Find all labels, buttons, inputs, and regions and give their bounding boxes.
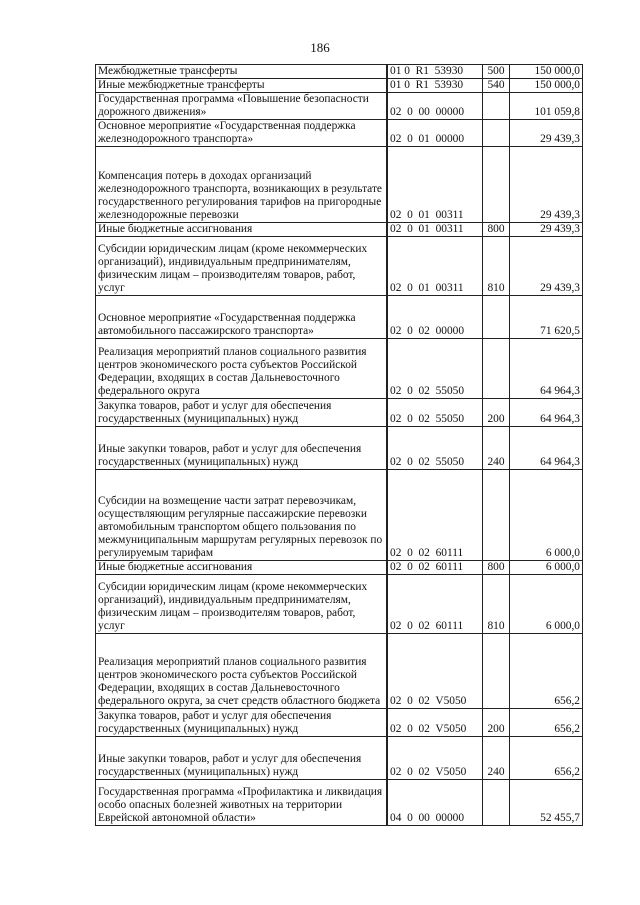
row-type-cell: 540 (483, 79, 510, 93)
row-sum-cell: 6 000,0 (510, 575, 583, 634)
row-sum-cell: 150 000,0 (510, 79, 583, 93)
row-code-cell: 02 0 02 00000 (387, 296, 483, 339)
table-row (96, 223, 583, 237)
row-sum-cell: 64 964,3 (510, 399, 583, 427)
row-code-cell: 04 0 00 00000 (387, 780, 483, 826)
row-name-cell: Реализация мероприятий планов социального развития центров экономического роста субъектов Российской Федерации, входящих в состав Дальневосточного федерального округа (96, 339, 388, 399)
row-type-cell: 200 (483, 709, 510, 737)
row-type-cell: 240 (483, 427, 510, 470)
row-sum-cell: 656,2 (510, 737, 583, 780)
row-name-cell: Иные закупки товаров, работ и услуг для обеспечения государственных (муниципальных) нужд (96, 427, 388, 470)
row-type-cell: 500 (483, 65, 510, 79)
row-name-cell: Иные бюджетные ассигнования (96, 561, 388, 575)
row-name-cell: Основное мероприятие «Государственная поддержка автомобильного пассажирского транспорта» (96, 296, 388, 339)
row-code-cell: 02 0 00 00000 (387, 93, 483, 120)
row-name-cell: Субсидии юридическим лицам (кроме некоммерческих организаций), индивидуальным предпринимателям, физическим лицам – производителям товаров, работ, услуг (96, 575, 388, 634)
row-sum-cell: 64 964,3 (510, 339, 583, 399)
table-row (96, 561, 583, 575)
row-sum-cell: 6 000,0 (510, 561, 583, 575)
row-name-cell: Иные бюджетные ассигнования (96, 223, 388, 237)
row-type-cell (483, 339, 510, 399)
row-code-cell: 02 0 02 60111 (387, 575, 483, 634)
row-code-cell: 02 0 01 00311 (387, 223, 483, 237)
row-code-cell: 02 0 01 00000 (387, 120, 483, 147)
table-row (96, 737, 583, 780)
row-type-cell (483, 296, 510, 339)
row-code-cell: 01 0 R1 53930 (387, 65, 483, 79)
row-sum-cell: 64 964,3 (510, 427, 583, 470)
row-type-cell (483, 634, 510, 709)
row-code-cell: 02 0 01 00311 (387, 147, 483, 223)
row-sum-cell: 29 439,3 (510, 223, 583, 237)
row-type-cell: 810 (483, 575, 510, 634)
table-row (96, 237, 583, 296)
table-row (96, 634, 583, 709)
table-row (96, 339, 583, 399)
row-type-cell: 800 (483, 223, 510, 237)
row-code-cell: 02 0 02 55050 (387, 399, 483, 427)
row-name-cell: Государственная программа «Профилактика и ликвидация особо опасных болезней животных на территории Еврейской автономной области» (96, 780, 388, 826)
row-sum-cell: 52 455,7 (510, 780, 583, 826)
table-row (96, 120, 583, 147)
row-sum-cell: 101 059,8 (510, 93, 583, 120)
row-code-cell: 02 0 02 60111 (387, 561, 483, 575)
row-code-cell: 02 0 01 00311 (387, 237, 483, 296)
table-row (96, 427, 583, 470)
row-name-cell: Иные межбюджетные трансферты (96, 79, 388, 93)
budget-table (95, 64, 583, 826)
row-sum-cell: 29 439,3 (510, 147, 583, 223)
row-name-cell: Иные закупки товаров, работ и услуг для обеспечения государственных (муниципальных) нужд (96, 737, 388, 780)
row-name-cell: Основное мероприятие «Государственная поддержка железнодорожного транспорта» (96, 120, 388, 147)
row-type-cell: 800 (483, 561, 510, 575)
table-row (96, 709, 583, 737)
table-row (96, 147, 583, 223)
row-type-cell (483, 470, 510, 561)
row-sum-cell: 6 000,0 (510, 470, 583, 561)
row-name-cell: Субсидии на возмещение части затрат перевозчикам, осуществляющим регулярные пассажирские перевозки автомобильным транспортом общего пользования по межмуниципальным маршрутам регулярных перевозок по регулируемым тарифам (96, 470, 388, 561)
table-row (96, 65, 583, 79)
row-code-cell: 02 0 02 V5050 (387, 634, 483, 709)
row-name-cell: Государственная программа «Повышение безопасности дорожного движения» (96, 93, 388, 120)
row-name-cell: Закупка товаров, работ и услуг для обеспечения государственных (муниципальных) нужд (96, 399, 388, 427)
page-number: 186 (310, 40, 330, 55)
row-sum-cell: 29 439,3 (510, 237, 583, 296)
row-name-cell: Межбюджетные трансферты (96, 65, 388, 79)
row-code-cell: 01 0 R1 53930 (387, 79, 483, 93)
row-sum-cell: 656,2 (510, 709, 583, 737)
table-row (96, 79, 583, 93)
table-row (96, 575, 583, 634)
row-code-cell: 02 0 02 V5050 (387, 709, 483, 737)
table-row (96, 399, 583, 427)
row-name-cell: Компенсация потерь в доходах организаций железнодорожного транспорта, возникающих в результате государственного регулирования тарифов на пригородные железнодорожные перевозки (96, 147, 388, 223)
row-name-cell: Реализация мероприятий планов социального развития центров экономического роста субъектов Российской Федерации, входящих в состав Дальневосточного федерального округа, за счет средств областного бюджета (96, 634, 388, 709)
table-row (96, 93, 583, 120)
row-code-cell: 02 0 02 60111 (387, 470, 483, 561)
row-type-cell (483, 147, 510, 223)
row-sum-cell: 29 439,3 (510, 120, 583, 147)
table-row (96, 296, 583, 339)
row-name-cell: Субсидии юридическим лицам (кроме некоммерческих организаций), индивидуальным предпринимателям, физическим лицам – производителям товаров, работ, услуг (96, 237, 388, 296)
table-row (96, 780, 583, 826)
row-type-cell (483, 120, 510, 147)
row-sum-cell: 150 000,0 (510, 65, 583, 79)
row-code-cell: 02 0 02 55050 (387, 427, 483, 470)
row-sum-cell: 71 620,5 (510, 296, 583, 339)
row-type-cell: 810 (483, 237, 510, 296)
row-type-cell: 240 (483, 737, 510, 780)
row-type-cell (483, 93, 510, 120)
row-code-cell: 02 0 02 V5050 (387, 737, 483, 780)
row-type-cell: 200 (483, 399, 510, 427)
row-name-cell: Закупка товаров, работ и услуг для обеспечения государственных (муниципальных) нужд (96, 709, 388, 737)
row-type-cell (483, 780, 510, 826)
budget-table-body (96, 65, 583, 826)
row-sum-cell: 656,2 (510, 634, 583, 709)
row-code-cell: 02 0 02 55050 (387, 339, 483, 399)
table-row (96, 470, 583, 561)
